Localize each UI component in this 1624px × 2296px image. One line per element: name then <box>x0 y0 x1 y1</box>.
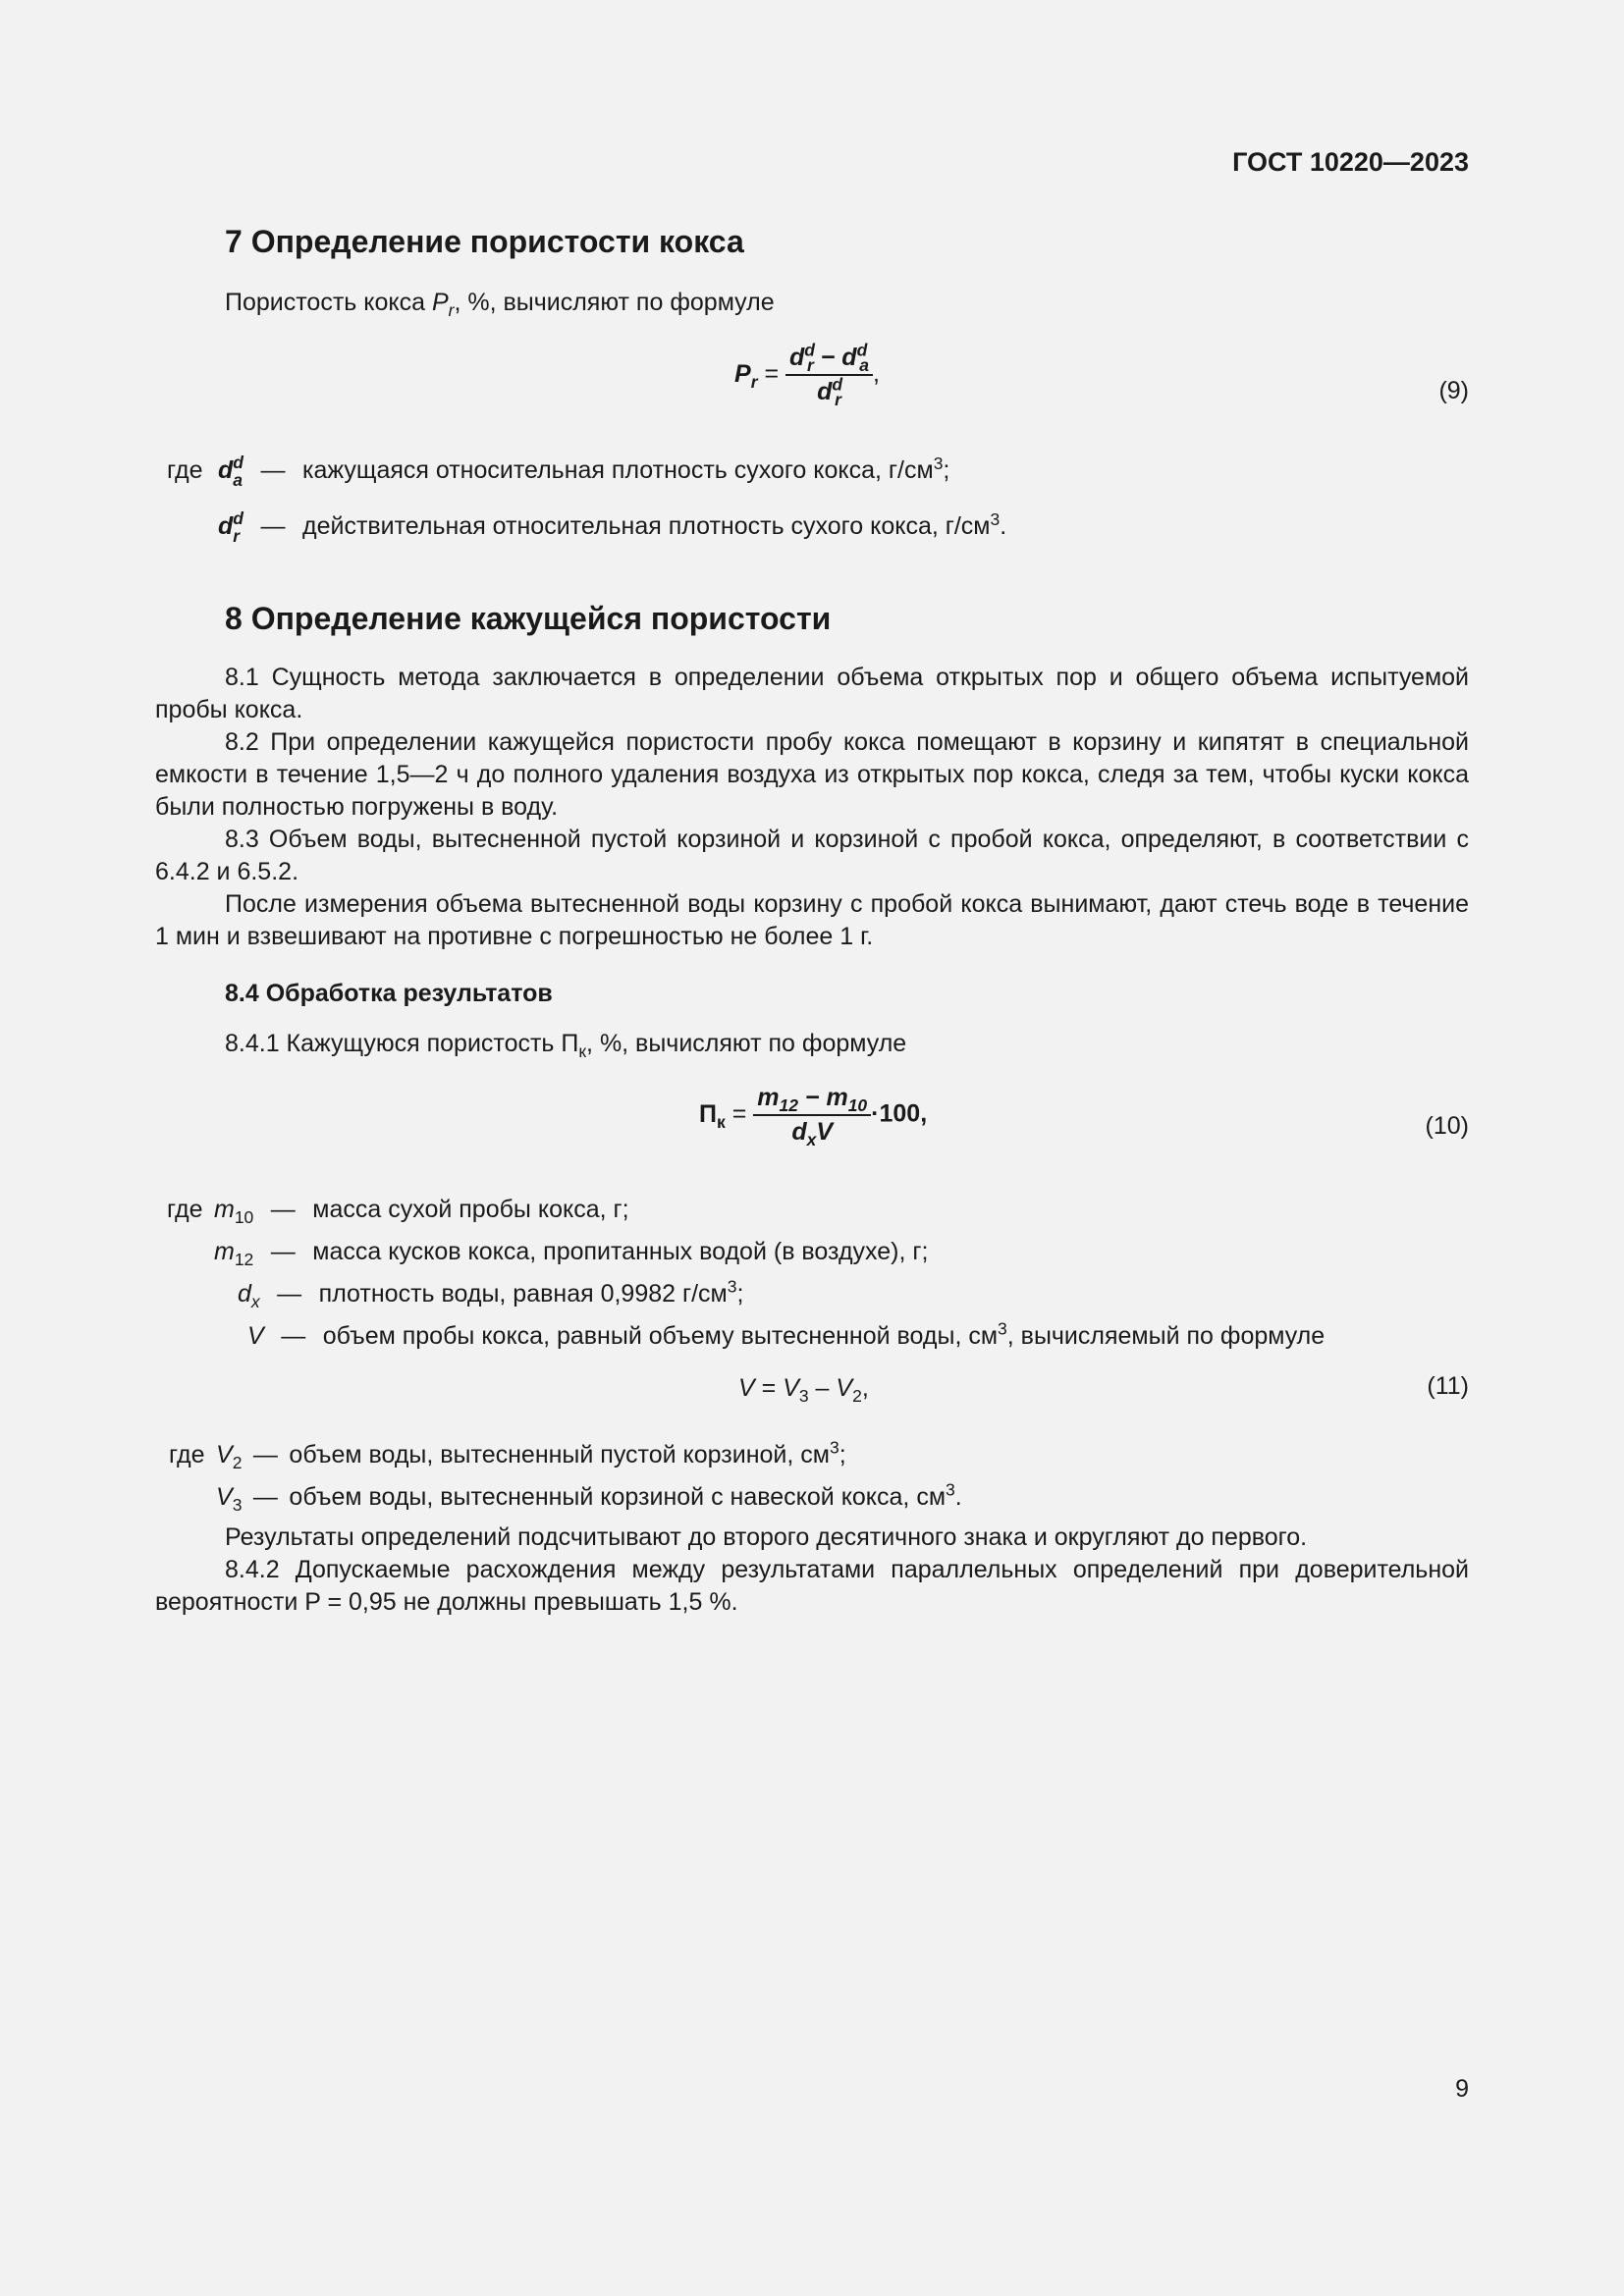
legend-symbol-sub: r <box>233 525 241 546</box>
legend-dash: — <box>270 1196 296 1223</box>
legend-symbol-sub: 12 <box>234 1250 254 1269</box>
legend-text: кажущаяся относительная плотность сухого кокса, г/см <box>301 456 934 485</box>
legend-dash: — <box>260 512 286 541</box>
legend-symbol-sub: 2 <box>232 1453 243 1472</box>
p841-sub: к <box>578 1041 587 1061</box>
legend-symbol: d <box>238 1280 251 1308</box>
legend-end: ; <box>736 1280 744 1308</box>
legend-symbol: d <box>218 512 234 541</box>
formula-9: $P_r$ = $\frac{d^d_r - d^d_a}{d^d_r}$ , <box>734 340 880 409</box>
section-8-paragraphs <box>155 662 1469 953</box>
legend-symbol-sup: d <box>233 453 244 472</box>
legend-unit-sup: 3 <box>946 1479 955 1500</box>
p841-prefix: 8.4.1 Кажущуюся пористость П <box>225 1030 579 1057</box>
legend-symbol: V <box>247 1322 264 1350</box>
page-number: 9 <box>1455 2075 1469 2103</box>
intro-suffix: , %, вычисляют по формуле <box>454 289 775 316</box>
legend-11-row-1 <box>169 1439 846 1471</box>
subsection-8-4-title: 8.4 Обработка результатов <box>225 980 553 1007</box>
paragraph-8-4-1 <box>225 1028 906 1060</box>
legend-end: , вычисляемый по формуле <box>1006 1322 1326 1350</box>
intro-var-sub: r <box>448 300 455 320</box>
legend-unit-sup: 3 <box>990 508 1001 529</box>
legend-symbol-sup: d <box>233 508 244 528</box>
formula-10: $П_к$ = $\frac{m_{12} - m_{10}}{d_xV}$ ·100, <box>699 1084 928 1149</box>
legend-10-row-4 <box>167 1320 1325 1353</box>
legend-lead: где <box>167 456 203 485</box>
legend-end: ; <box>943 456 950 485</box>
legend-text: объем пробы кокса, равный объему вытесненной воды, см <box>322 1322 999 1350</box>
legend-symbol: d <box>218 456 234 485</box>
legend-symbol: m <box>214 1238 235 1265</box>
section-7-title: 7 Определение пористости кокса <box>225 224 744 259</box>
legend-text: плотность воды, равная 0,9982 г/см <box>318 1280 728 1308</box>
legend-symbol-sub: 10 <box>234 1207 254 1227</box>
paragraph-8-2: 8.2 При определении кажущейся пористости пробу кокса помещают в корзину и кипятят в специальной емкости в течение 1,5—2 ч до полного удаления воздуха из открытых пор кокса, следя за тем, чтобы куски кокса были полностью погружены в воду. <box>155 728 1469 821</box>
legend-10-row-3 <box>167 1278 743 1310</box>
legend-11-row-2 <box>169 1481 962 1514</box>
legend-symbol: V <box>216 1441 233 1468</box>
legend-9-row-1 <box>167 454 949 489</box>
legend-symbol-sub: x <box>250 1292 260 1311</box>
legend-9-row-2 <box>167 510 1006 545</box>
legend-dash: — <box>281 1322 306 1350</box>
legend-end: . <box>1000 512 1007 541</box>
intro-prefix: Пористость кокса <box>225 289 432 316</box>
p841-suffix: , %, вычисляют по формуле <box>586 1030 907 1057</box>
equation-number-9: (9) <box>1438 377 1469 404</box>
legend-text: действительная относительная плотность сухого кокса, г/см <box>301 512 991 541</box>
formula-11: $V = V_3 - V_2$, <box>738 1374 869 1406</box>
legend-end: ; <box>839 1441 846 1468</box>
doc-id-header: ГОСТ 10220—2023 <box>1232 147 1469 177</box>
legend-symbol-sub: 3 <box>232 1495 243 1515</box>
paragraph-8-3: 8.3 Объем воды, вытесненной пустой корзиной и корзиной с пробой кокса, определяют, в соответствии с 6.4.2 и 6.5.2. <box>155 826 1469 885</box>
legend-lead: где <box>167 1196 203 1223</box>
legend-unit-sup: 3 <box>998 1318 1007 1339</box>
legend-10-row-1 <box>167 1194 629 1226</box>
section-8-final-paragraphs <box>155 1522 1469 1619</box>
section-8-title: 8 Определение кажущейся пористости <box>225 601 832 636</box>
legend-dash: — <box>260 456 286 485</box>
legend-dash: — <box>270 1238 296 1265</box>
legend-symbol: V <box>216 1483 233 1511</box>
legend-end: . <box>954 1483 962 1511</box>
legend-dash: — <box>277 1280 302 1308</box>
legend-text: объем воды, вытесненный пустой корзиной, см <box>289 1441 830 1468</box>
legend-dash: — <box>252 1441 278 1468</box>
legend-10-row-2 <box>167 1236 928 1268</box>
paragraph-results: Результаты определений подсчитывают до второго десятичного знака и округляют до первого. <box>225 1523 1308 1551</box>
intro-var: P <box>431 289 449 316</box>
legend-symbol-sub: a <box>233 469 244 490</box>
legend-unit-sup: 3 <box>727 1276 737 1297</box>
legend-symbol: m <box>214 1196 235 1223</box>
paragraph-8-3b: После измерения объема вытесненной воды корзину с пробой кокса вынимают, дают стечь воде в течение 1 мин и взвешивают на противне с погрешностью не более 1 г. <box>155 890 1469 950</box>
paragraph-8-4-2: 8.4.2 Допускаемые расхождения между результатами параллельных определений при доверительной вероятности P = 0,95 не должны превышать 1,5 %. <box>155 1556 1469 1616</box>
legend-unit-sup: 3 <box>933 453 944 473</box>
paragraph-8-1: 8.1 Сущность метода заключается в определении объема открытых пор и общего объема испытуемой пробы кокса. <box>155 664 1469 723</box>
legend-lead: где <box>169 1441 205 1468</box>
legend-text: масса кусков кокса, пропитанных водой (в воздухе), г; <box>312 1238 929 1265</box>
legend-text: объем воды, вытесненный корзиной с навеской кокса, см <box>289 1483 947 1511</box>
legend-dash: — <box>252 1483 278 1511</box>
formula-10-tail: ·100, <box>871 1099 928 1128</box>
equation-number-10: (10) <box>1425 1112 1469 1140</box>
legend-unit-sup: 3 <box>829 1437 839 1458</box>
equation-number-11: (11) <box>1427 1372 1469 1400</box>
legend-text: масса сухой пробы кокса, г; <box>312 1196 629 1223</box>
section-7-intro <box>225 287 775 319</box>
